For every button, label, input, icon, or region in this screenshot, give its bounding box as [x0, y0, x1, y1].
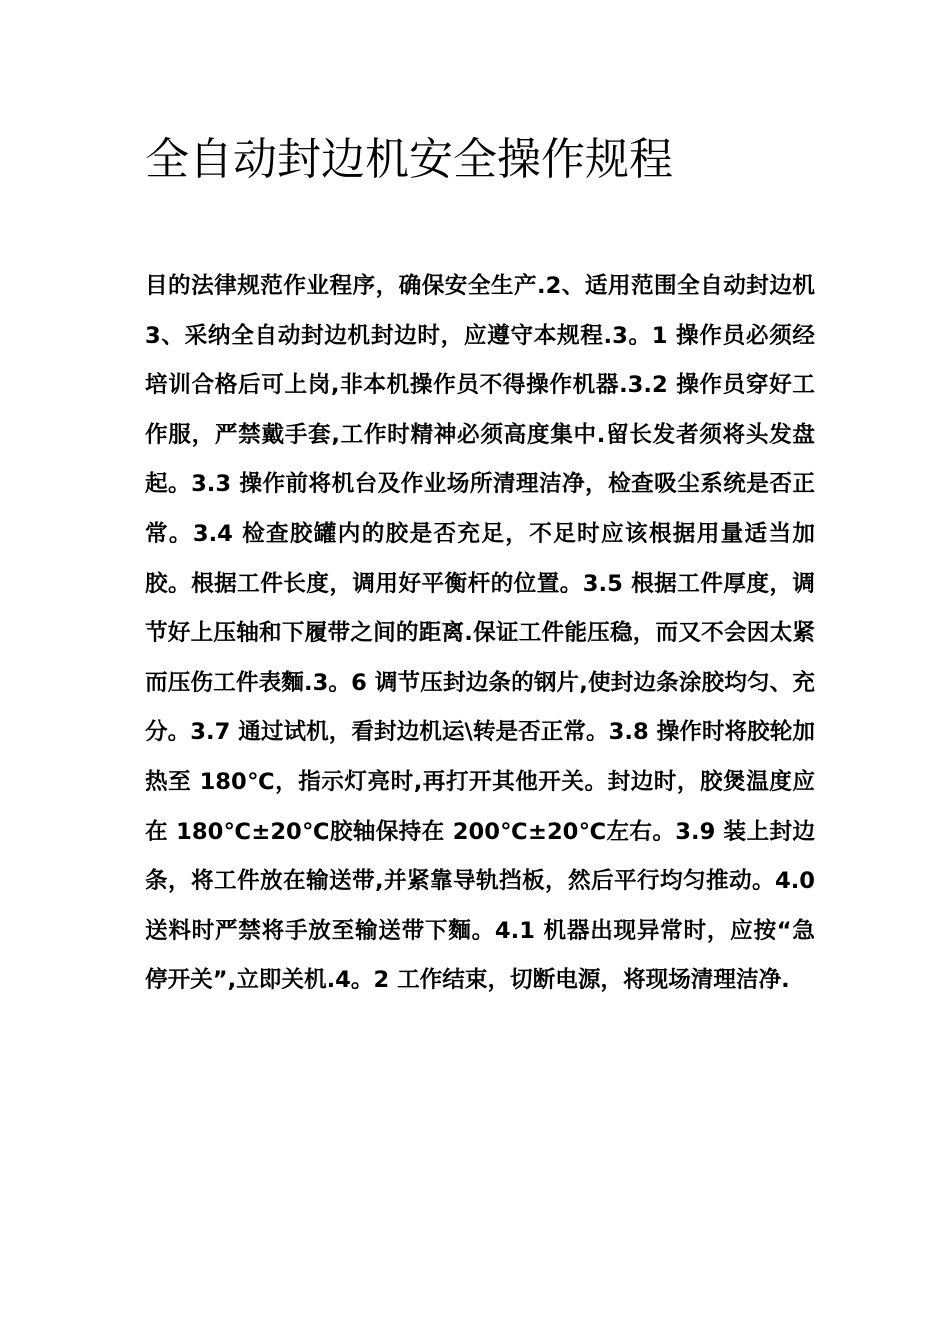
document-body-paragraph: 目的法律规范作业程序，确保安全生产.2、适用范围全自动封边机 3、采纳全自动封边机封边时，应遵守本规程.3。1 操作员必须经培训合格后可上岗,非本机操作员不得操作机器.3.2 操作员穿好工作服，严禁戴手套,工作时精神必须高度集中.留长发者须将头发盘起。3.3 操作前将机台及作业场所清理洁净，检查吸尘系统是否正常。3.4 检查胶罐内的胶是否充足，不足时应该根据用量适当加胶。根据工件长度，调用好平衡杆的位置。3.5 根据工件厚度，调节好上压轴和下履带之间的距离.保证工件能压稳，而又不会因太紧而压伤工件表麵.3。6 调节压封边条的钢片,使封边条涂胶均匀、充分。3.7 通过试机，看封边机运\转是否正常。3.8 操作时将胶轮加热至 180℃，指示灯亮时,再打开其他开关。封边时，胶煲温度应在 180℃±20℃胶轴保持在 200℃±20℃左右。3.9 装上封边条，将工件放在输送带,并紧靠导轨挡板，然后平行均匀推动。4.0 送料时严禁将手放至输送带下麵。4.1 机器出现异常时，应按“急停开关”,立即关机.4。2 工作结束，切断电源，将现场清理洁净.	[145, 273, 815, 994]
document-title: 全自动封边机安全操作规程	[145, 134, 673, 185]
